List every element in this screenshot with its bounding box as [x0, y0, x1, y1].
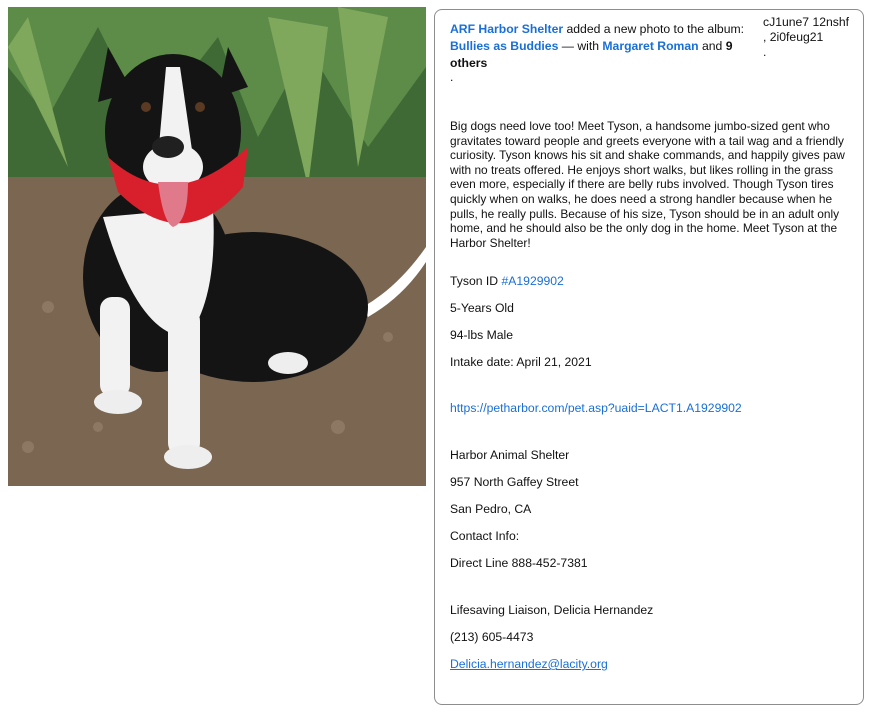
and-text: and — [701, 39, 723, 53]
timestamp-line-1: cJ1une7 12nshf — [763, 15, 850, 29]
others-link[interactable]: 9 others — [450, 39, 733, 70]
contact-label: Contact Info: — [450, 529, 520, 543]
timestamp-line-3: . — [763, 45, 767, 59]
post-header — [450, 21, 756, 72]
album-link[interactable]: Bullies as Buddies — [450, 39, 559, 53]
post-description: Big dogs need love too! Meet Tyson, a handsome jumbo-sized gent who gravitates toward people and greets everyone with a tail wag and a friendly curiosity. Tyson knows his sit and shake commands, and happily gives paw with no treats offered. He enjoys short walks, but likes rolling in the grass even more, especially if there are belly rubs involved. Though Tyson tires quickly when on walks, he does need a strong handler because when he pulls, he really pulls. Because of his size, Tyson should be in an adult only home, and he should also be the only dog in the home. Meet Tyson at the Harbor Shelter! — [450, 119, 845, 250]
shelter-street: 957 North Gaffey Street — [450, 475, 579, 489]
liaison-email-link[interactable]: Delicia.hernandez@lacity.org — [450, 657, 608, 671]
liaison-phone: (213) 605-4473 — [450, 630, 534, 644]
tagged-person-link[interactable]: Margaret Roman — [602, 39, 699, 53]
author-link[interactable]: ARF Harbor Shelter — [450, 22, 564, 36]
with-text: — with — [561, 39, 600, 53]
post-card — [434, 9, 864, 705]
intake-date: Intake date: April 21, 2021 — [450, 355, 592, 369]
dog-photo[interactable] — [8, 7, 426, 486]
pet-weight: 94-lbs Male — [450, 328, 513, 342]
pet-id-line — [450, 274, 564, 288]
separator-dot: . — [450, 70, 454, 84]
action-text: added a new photo to the album: — [566, 22, 745, 36]
direct-line: Direct Line 888-452-7381 — [450, 556, 588, 570]
petharbor-link[interactable]: https://petharbor.com/pet.asp?uaid=LACT1.A1929902 — [450, 401, 742, 415]
pet-age: 5-Years Old — [450, 301, 514, 315]
pet-id-hashtag[interactable]: #A1929902 — [501, 274, 564, 288]
timestamp[interactable] — [763, 15, 857, 60]
shelter-name: Harbor Animal Shelter — [450, 448, 570, 462]
timestamp-line-2: , 2i0feug21 — [763, 30, 824, 44]
pet-id-label: Tyson ID — [450, 274, 499, 288]
shelter-city: San Pedro, CA — [450, 502, 532, 516]
dog-photo-illustration — [8, 7, 426, 486]
liaison-name: Lifesaving Liaison, Delicia Hernandez — [450, 603, 654, 617]
